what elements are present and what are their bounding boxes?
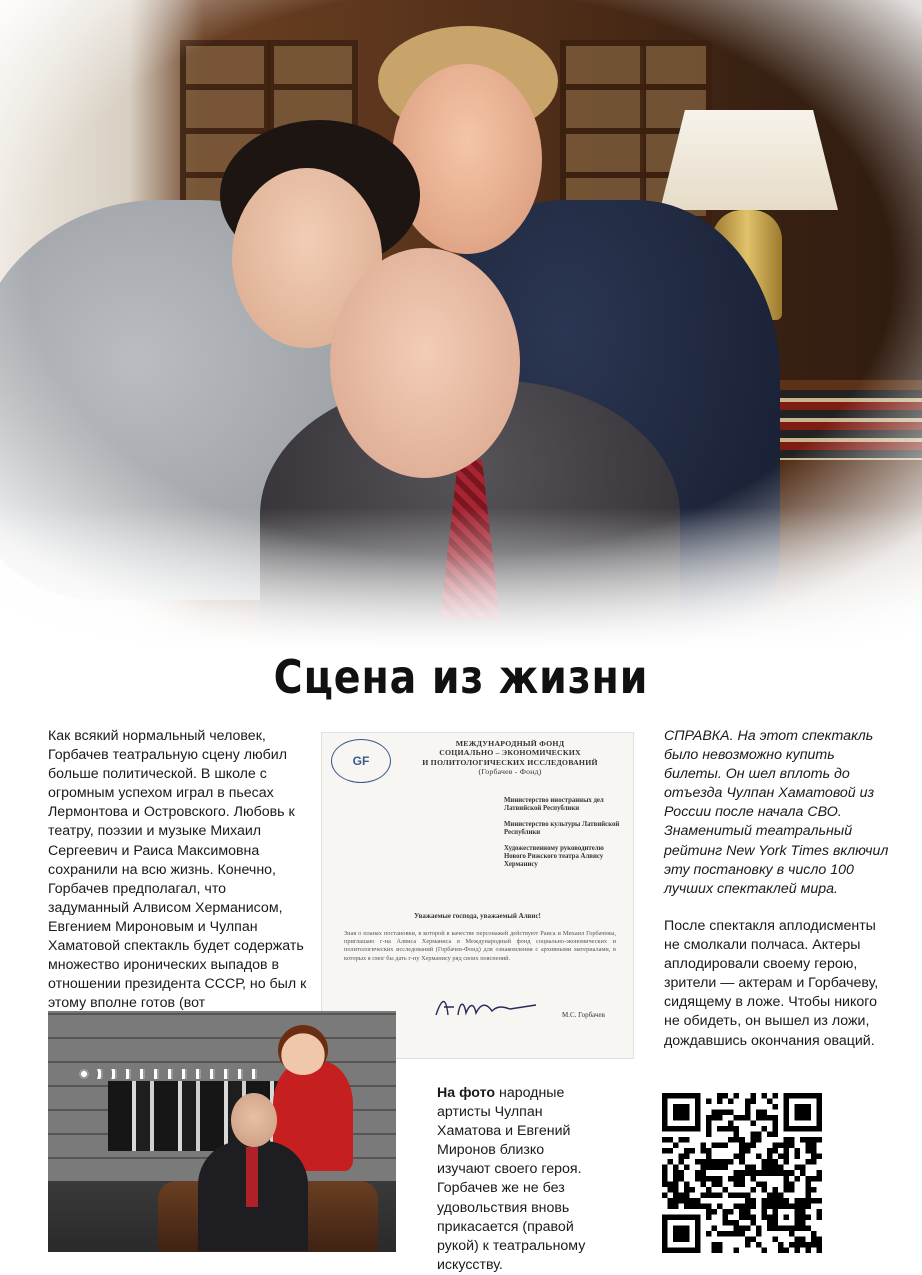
letter-salutation: Уважаемые господа, уважаемый Алвис! xyxy=(414,912,541,920)
handwritten-signature xyxy=(432,995,542,1021)
stage-photo xyxy=(48,1011,396,1252)
org-line: МЕЖДУНАРОДНЫЙ ФОНД xyxy=(455,739,565,748)
letter-body: Зная о планах постановки, в которой в качестве персонажей действуют Раиса и Михаил Горбачевы, приглашаю г-на Алвиса Херманиса в Международный фонд социально-экономических и политологических исследований (Горбачев-Фонд) для ознакомления с архивными материалами, в которых я смог бы дать г-ну Херманису ряд своих пояснений. xyxy=(344,930,616,962)
letter-addressee: Министерство культуры Латвийской Республики xyxy=(504,821,620,837)
caption-text: народные артисты Чулпан Хаматова и Евгений Миронов близко изучают своего героя. Горбачев же не без удовольствия вновь прикасается (правой рукой) к театральному искусству. xyxy=(437,1085,586,1273)
caption-lead: На фото xyxy=(437,1085,496,1101)
vanity-bulbs xyxy=(78,1069,258,1079)
qr-code[interactable] xyxy=(662,1093,822,1253)
letter-addressee: Министерство иностранных дел Латвийской Республики xyxy=(504,797,604,813)
foundation-logo: GF xyxy=(331,739,391,783)
letter-addressee: Художественному руководителю Нового Рижского театра Алвису Херманису xyxy=(504,845,604,869)
actor-tie xyxy=(246,1147,258,1207)
photo-caption xyxy=(437,1084,597,1275)
letter-header xyxy=(394,739,626,777)
article-text-continued: После спектакля аплодисменты не смолкали полчаса. Актеры аплодировали своему герою, зрители — актерам и Горбачеву, сидящему в ложе. Чтобы никого не обидеть, он вышел из ложи, дождавшись окончания оваций. xyxy=(664,918,879,1049)
org-line: СОЦИАЛЬНО – ЭКОНОМИЧЕСКИХ xyxy=(439,748,581,758)
actress-head xyxy=(278,1025,328,1075)
letter-signer: М.С. Горбачев xyxy=(562,1011,605,1019)
headline: Сцена из жизни xyxy=(273,650,649,704)
org-line: И ПОЛИТОЛОГИЧЕСКИХ ИССЛЕДОВАНИЙ xyxy=(422,757,598,767)
actor-head xyxy=(231,1093,277,1147)
reference-note: СПРАВКА. На этот спектакль было невозможно купить билеты. Он шел вплоть до отъезда Чулпан Хаматовой из России после начала СВО. Знаменитый театральный рейтинг New York Times включил эту постановку в число 100 лучших спектаклей мира. xyxy=(664,728,889,897)
main-article-text: Как всякий нормальный человек, Горбачев театральную сцену любил больше политической. В школе с огромным успехом играл в пьесах Лермонтова и Островского. Любовь к театру, поэзии и музыке Михаил Сергеевич и Раиса Максимовна сохранили на всю жизнь. Конечно, Горбачев предполагал, что задуманный Алвисом Херманисом, Евгением Мироновым и Чулпан Хаматовой спектакль будет содержать множество иронических выпадов в отношении президента СССР, но был к этому вполне готов (вот xyxy=(48,728,307,1012)
org-line: (Горбачев - Фонд) xyxy=(478,767,542,777)
letter-document xyxy=(322,733,633,1058)
